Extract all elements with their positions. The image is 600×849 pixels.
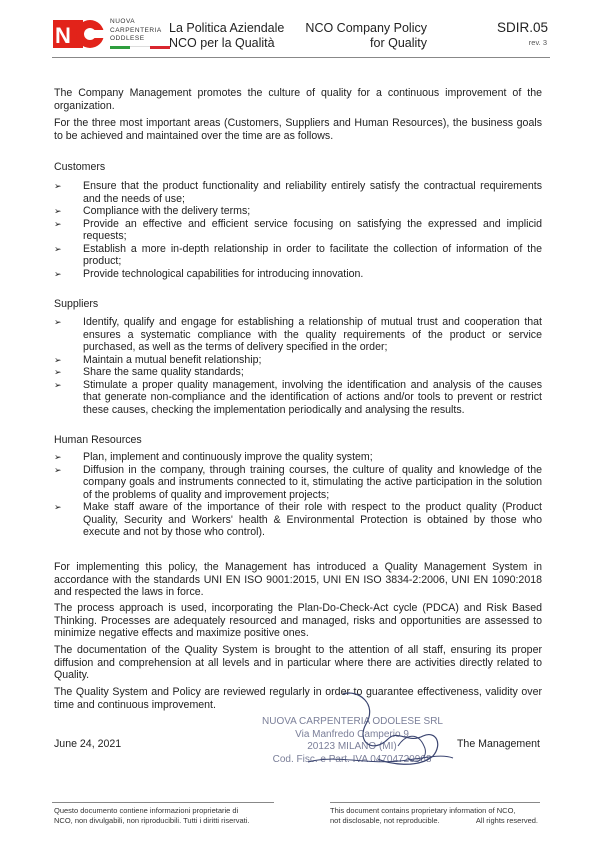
company-name-line: CARPENTERIA — [110, 26, 162, 34]
list-item-text: Stimulate a proper quality management, involving the identification and analysis of the causes that generate non-compliance and the identification of actions and/or tools to prevent or restrict these causes, checking the implementation periodically and analysing the results. — [83, 378, 542, 416]
footer-line: Questo documento contiene informazioni proprietarie di — [54, 806, 239, 815]
section-heading-customers: Customers — [54, 161, 106, 173]
footer-line: This document contains proprietary information of NCO, — [330, 806, 516, 815]
list-item — [54, 354, 542, 367]
list-item — [54, 464, 542, 502]
header-title-italian — [169, 21, 284, 51]
list-item — [54, 451, 542, 464]
company-name-line: ODDLESE — [110, 35, 145, 42]
list-item-text: Ensure that the product functionality and reliability entirely satisfy the contractual requirements and the needs of use; — [83, 180, 542, 205]
svg-text:N: N — [55, 23, 71, 48]
list-item-text: Plan, implement and continuously improve the quality system; — [83, 451, 373, 463]
handwritten-signature — [248, 684, 458, 774]
policy-date: June 24, 2021 — [54, 738, 122, 750]
arrow-bullet-icon: ➢ — [54, 206, 62, 216]
company-name-line: NUOVA — [110, 18, 136, 25]
stamp-line: NUOVA CARPENTERIA ODOLESE SRL — [262, 716, 443, 727]
arrow-bullet-icon: ➢ — [54, 502, 62, 512]
footer-divider — [330, 802, 540, 803]
footer-line: All rights reserved. — [475, 816, 538, 825]
suppliers-list — [54, 316, 542, 416]
signer-label: The Management — [456, 738, 540, 750]
list-item-text: Maintain a mutual benefit relationship; — [83, 353, 262, 366]
list-item — [54, 316, 542, 354]
footer-notice-italian — [54, 806, 250, 826]
header-divider — [52, 57, 550, 58]
company-name — [110, 18, 162, 44]
closing-paragraph: For implementing this policy, the Management has introduced a Quality Management System in accordance with the standards UNI EN ISO 9001:2015, UNI EN ISO 3834-2:2006, UNI EN 1090:2018 and respected the laws in force. — [54, 561, 542, 598]
company-logo — [53, 17, 105, 51]
customers-list — [54, 180, 542, 280]
document-code: SDIR.05 — [496, 20, 548, 35]
list-item — [54, 268, 542, 281]
closing-paragraph: The process approach is used, incorporating the Plan-Do-Check-Act cycle (PDCA) and Risk Based Thinking. Processes are adequately resourced and managed, risks and opportunities are assessed to minimize negative effects and maximize positive ones. — [54, 602, 542, 639]
list-item — [54, 218, 542, 243]
stamp-line: Cod. Fisc. e Part. IVA 04704720968 — [272, 753, 432, 765]
revision-number: rev. 3 — [528, 38, 547, 47]
arrow-bullet-icon: ➢ — [54, 452, 62, 462]
list-item-text: Identify, qualify and engage for establishing a relationship of mutual trust and cooperation that ensures a systematic compliance with the quality requirements of the product or service purchased, as well as the terms of delivery specified in the order; — [83, 316, 542, 353]
footer-line: NCO, non divulgabili, non riproducibili. Tutti i diritti riservati. — [54, 816, 250, 825]
arrow-bullet-icon: ➢ — [54, 268, 62, 279]
arrow-bullet-icon: ➢ — [54, 464, 62, 475]
footer-notice-english — [330, 806, 538, 826]
intro-paragraph: For the three most important areas (Customers, Suppliers and Human Resources), the business goals to be achieved and maintained over the time are as follows. — [54, 117, 542, 142]
list-item — [54, 501, 542, 539]
intro-paragraph: The Company Management promotes the culture of quality for a continuous improvement of the organization. — [54, 87, 542, 112]
closing-paragraph: The documentation of the Quality System is brought to the attention of all staff, ensuring its proper diffusion and comprehension at all levels and in particular where there are activities directly related to Quality. — [54, 644, 542, 681]
arrow-bullet-icon: ➢ — [54, 379, 62, 390]
list-item-text: Establish a more in-depth relationship in order to facilitate the collection of information of the product; — [83, 242, 542, 267]
list-item-text: Diffusion in the company, through training courses, the culture of quality and knowledge of the company goals and instruments connected to it, stimulating the active participation in the solution of the problems of quality and improvement projects; — [83, 463, 542, 501]
arrow-bullet-icon: ➢ — [54, 218, 62, 229]
list-item — [54, 243, 542, 268]
arrow-bullet-icon: ➢ — [54, 354, 62, 365]
list-item-text: Provide an effective and efficient service focusing on satisfying the expressed and implicid requests; — [83, 217, 542, 242]
arrow-bullet-icon: ➢ — [54, 317, 62, 327]
list-item-text: Make staff aware of the importance of their role with respect to the product quality (Product Quality, Security and Workers' health & Environmental Protection is obtained by those who execute and not by those who control). — [83, 501, 542, 538]
list-item — [54, 205, 542, 218]
header-title-line: for Quality — [370, 36, 427, 50]
list-item — [54, 366, 542, 379]
list-item-text: Share the same quality standards; — [83, 366, 244, 378]
arrow-bullet-icon: ➢ — [54, 181, 62, 191]
header-title-line: NCO Company Policy — [305, 21, 427, 35]
footer-divider — [52, 802, 274, 803]
header-title-line: La Politica Aziendale — [169, 21, 285, 35]
list-item — [54, 379, 542, 417]
header-title-english — [305, 21, 427, 51]
header-title-line: NCO per la Qualità — [169, 36, 275, 50]
section-heading-suppliers: Suppliers — [54, 298, 99, 310]
list-item-text: Provide technological capabilities for introducing innovation. — [83, 267, 364, 280]
stamp-line: Via Manfredo Camperio 9 — [295, 728, 409, 740]
list-item-text: Compliance with the delivery terms; — [83, 205, 251, 217]
italian-flag-bar — [110, 46, 170, 49]
closing-paragraph: The Quality System and Policy are reviewed regularly in order to guarantee effectiveness, validity over time and continuous improvement. — [54, 686, 542, 711]
list-item — [54, 180, 542, 205]
arrow-bullet-icon: ➢ — [54, 367, 62, 377]
stamp-line: 20123 MILANO (MI) — [307, 741, 397, 752]
human-resources-list — [54, 451, 542, 539]
footer-line: not disclosable, not reproducible. — [330, 816, 440, 825]
section-heading-human-resources: Human Resources — [54, 434, 142, 446]
arrow-bullet-icon: ➢ — [54, 243, 62, 254]
